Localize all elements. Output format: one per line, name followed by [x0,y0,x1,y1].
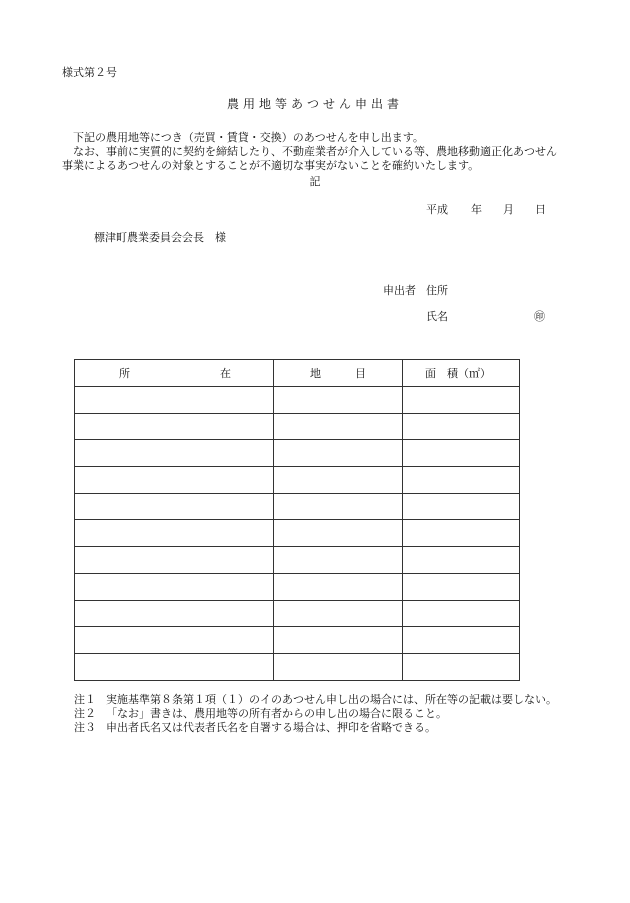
cell-area[interactable] [403,627,520,654]
date-day: 日 [535,203,546,216]
body-line: 下記の農用地等につき（売買・賃貸・交換）のあつせんを申し出ます。 [62,131,424,144]
header-land-category: 地 目 [274,360,403,387]
date-year: 年 [471,203,482,216]
land-table [74,359,520,681]
table-row [75,600,520,627]
cell-area[interactable] [403,440,520,467]
cell-location[interactable] [75,600,274,627]
cell-land-category[interactable] [274,387,403,414]
date-month: 月 [503,203,514,216]
cell-area[interactable] [403,600,520,627]
cell-land-category[interactable] [274,573,403,600]
cell-land-category[interactable] [274,467,403,494]
name-label: 氏名 [426,310,448,323]
table-row [75,653,520,680]
addressee: 標津町農業委員会会長 様 [94,231,226,244]
cell-area[interactable] [403,573,520,600]
cell-location[interactable] [75,387,274,414]
cell-location[interactable] [75,573,274,600]
note-item: 注１ 実施基準第８条第１項（１）のイのあつせん申し出の場合には、所在等の記載は要しない。 [74,693,557,706]
form-number: 様式第２号 [62,66,117,79]
notes [74,693,557,735]
body-line: 事業によるあつせんの対象とすることが不適切な事実がないことを確約いたします。 [62,159,480,172]
cell-area[interactable] [403,653,520,680]
table-row [75,387,520,414]
table-row [75,493,520,520]
cell-area[interactable] [403,467,520,494]
cell-area[interactable] [403,413,520,440]
cell-land-category[interactable] [274,493,403,520]
cell-location[interactable] [75,547,274,574]
table-row [75,573,520,600]
body-line: なお、事前に実質的に契約を締結したり、不動産業者が介入している等、農地移動適正化あつせん [62,145,557,158]
table-row [75,467,520,494]
table-row [75,547,520,574]
table-row [75,440,520,467]
address-label: 住所 [426,284,448,297]
body-text [62,131,557,173]
cell-area[interactable] [403,547,520,574]
date-era: 平成 [426,203,448,216]
cell-area[interactable] [403,520,520,547]
cell-location[interactable] [75,520,274,547]
applicant-label: 申出者 [383,284,416,297]
ki-heading: 記 [309,175,321,188]
cell-location[interactable] [75,653,274,680]
cell-location[interactable] [75,627,274,654]
note-item: 注３ 申出者氏名又は代表者氏名を自署する場合は、押印を省略できる。 [74,721,436,734]
table-header-row [75,360,520,387]
cell-land-category[interactable] [274,520,403,547]
cell-land-category[interactable] [274,600,403,627]
cell-location[interactable] [75,440,274,467]
seal-mark: ㊞ [534,310,545,323]
table-row [75,627,520,654]
cell-area[interactable] [403,493,520,520]
cell-land-category[interactable] [274,653,403,680]
note-item: 注２ 「なお」書きは、農用地等の所有者からの申し出の場合に限ること。 [74,707,447,720]
cell-land-category[interactable] [274,627,403,654]
cell-location[interactable] [75,413,274,440]
document-title: 農用地等あつせん申出書 [226,97,403,111]
header-area: 面 積（㎡） [403,360,520,387]
cell-location[interactable] [75,493,274,520]
cell-land-category[interactable] [274,547,403,574]
header-location: 所 在 [75,360,274,387]
cell-location[interactable] [75,467,274,494]
table-row [75,413,520,440]
cell-land-category[interactable] [274,440,403,467]
cell-area[interactable] [403,387,520,414]
cell-land-category[interactable] [274,413,403,440]
table-row [75,520,520,547]
